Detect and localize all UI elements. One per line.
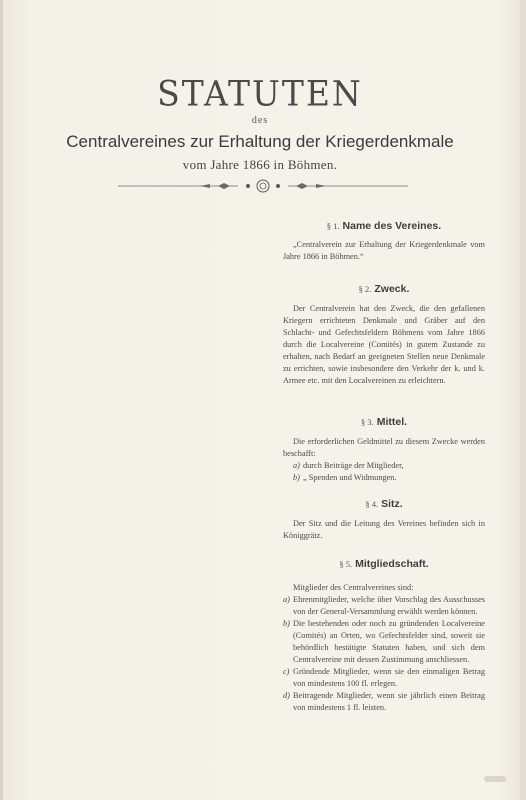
section-title: Mitgliedschaft. [355,558,429,570]
section-number: § 4. [365,499,379,509]
section-heading [283,220,485,232]
list-item [283,666,485,690]
document-year-line: vom Jahre 1866 in Böhmen. [182,157,338,172]
document-subtitle: Centralvereines zur Erhaltung der Kriegerdenkmale [66,132,454,151]
list-item [283,690,485,714]
section-heading [283,558,485,570]
section-number: § 3. [360,417,374,427]
title-connector: des [251,115,269,126]
section-text: Mitglieder des Centralvereines sind: [293,583,414,592]
list-text: „ Spenden und Widmungen. [303,473,397,482]
page-right-edge [520,0,526,800]
list-marker: d) [283,691,290,700]
section-title: Sitz. [381,498,403,510]
section-text: Der Sitz und die Leitung des Vereines befinden sich in Königgrätz. [283,519,485,540]
section-5 [283,558,485,714]
document-title: STATUTEN [157,73,363,114]
list-text: Ehrenmitglieder, welche über Vorschlag des Ausschusses von der General-Versammlung erwählt werden können. [293,595,485,616]
section-4 [283,498,485,542]
list-marker: a) [293,461,300,470]
list-item [283,460,485,472]
page-left-edge [0,0,3,800]
section-text: „Centralverein zur Erhaltung der Kriegerdenkmale vom Jahre 1866 in Böhmen.“ [283,240,485,261]
section-2 [283,283,485,387]
list-marker: a) [283,595,290,604]
list-text: Gründende Mitglieder, wenn sie den einmaligen Betrag von mindestens 100 fl. erlegen. [293,667,485,688]
section-title: Mittel. [376,416,408,428]
list-marker: c) [283,667,290,676]
section-text: Die erforderlichen Geldmittel zu diesem Zwecke werden beschafft: [283,437,485,458]
paper-stain [484,776,506,782]
list-item [283,594,485,618]
list-item [283,472,485,484]
list-text: Die bestehenden oder noch zu gründenden Localvereine (Comités) an Orten, wo Gefechtsfelder sind, soweit sie behördlich bestätigte Statuten haben, und sich dem Centralvereine mit dessen Zustimmung anschliessen. [293,619,485,664]
list-text: Beitragende Mitglieder, wenn sie jährlich einen Beitrag von mindestens 1 fl. leisten. [293,691,485,712]
section-title: Zweck. [374,283,410,295]
section-number: § 5. [339,559,353,569]
list-marker: b) [283,619,290,628]
section-heading [283,416,485,428]
section-text: Der Centralverein hat den Zweck, die den gefallenen Kriegern errichteten Denkmale und Gräber auf den Schlacht- und Gefechtsfeldern Böhmens vom Jahre 1866 durch die Localvereine (Comités) in gutem Zustande zu erhalten, nach Bedarf an geeigneten Stellen neue Denkmale zu errichten, sowie insbesondere den Verkehr der k. und k. Armee etc. mit den Localvereinen zu erleichtern. [283,304,485,385]
section-3 [283,416,485,484]
list-text: durch Beiträge der Mitglieder, [303,461,404,470]
section-heading [283,283,485,295]
list-item [283,618,485,666]
section-number: § 2. [358,284,372,294]
list-marker: b) [293,473,300,482]
section-heading [283,498,485,510]
section-title: Name des Vereines. [342,220,442,232]
section-1 [283,220,485,263]
section-number: § 1. [326,221,340,231]
ornament-divider [118,178,408,194]
